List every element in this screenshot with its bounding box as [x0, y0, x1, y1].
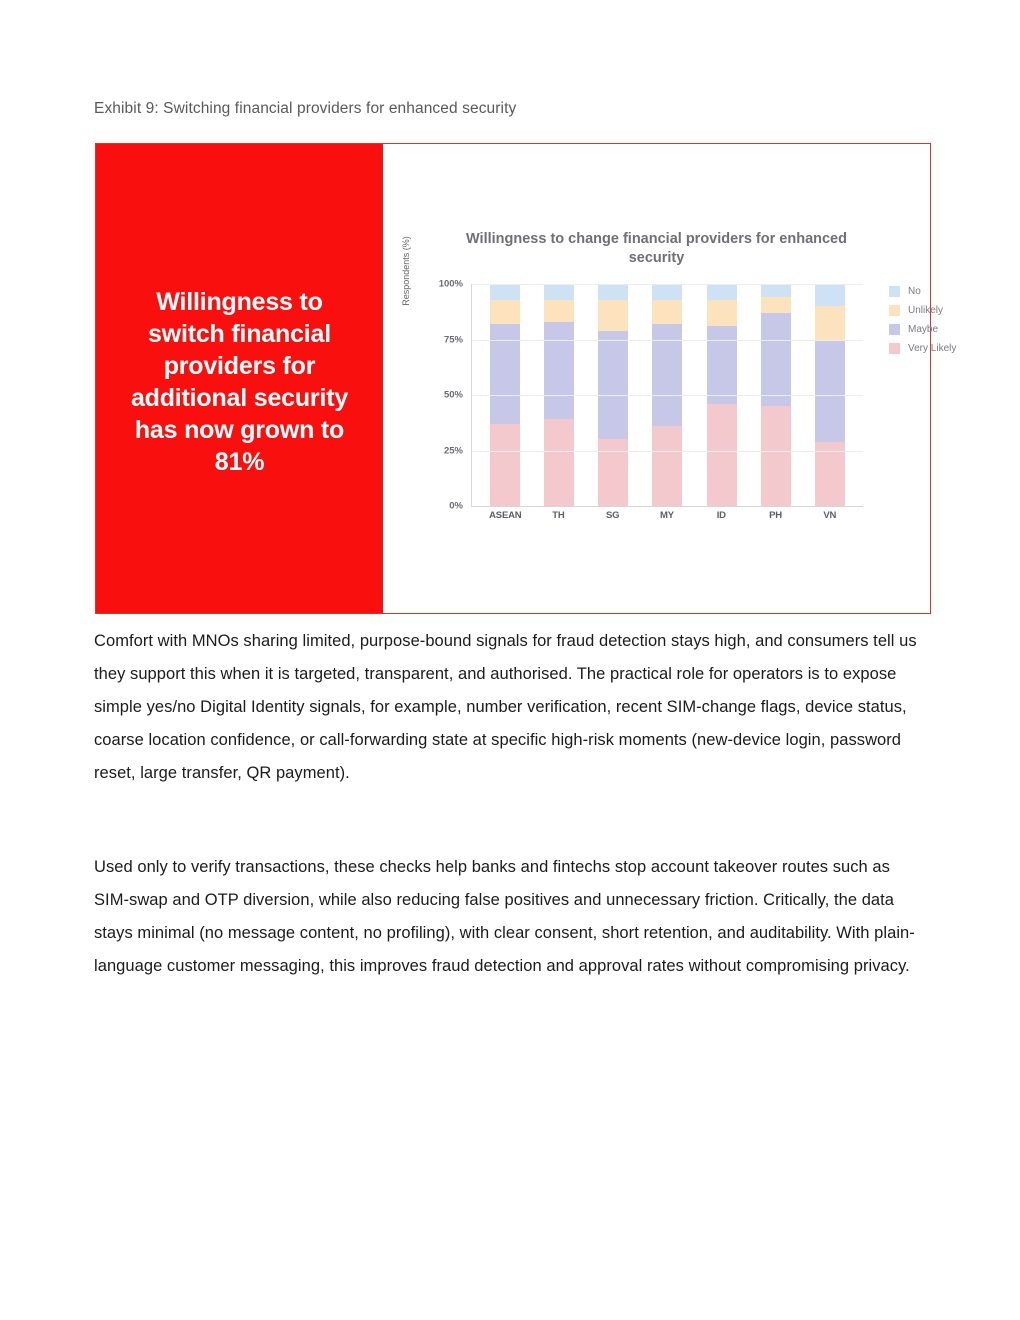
bar-segment [490, 424, 520, 506]
x-tick-label: ASEAN [489, 510, 522, 521]
exhibit-caption: Exhibit 9: Switching financial providers for enhanced security [94, 100, 517, 117]
legend-swatch-icon [889, 343, 900, 354]
body-paragraph-2: Used only to verify transactions, these checks help banks and fintechs stop account takeover routes such as SIM-swap and OTP diversion, while also reducing false positives and unnecessary friction. Critically, the data stays minimal (no message content, no profiling), with clear consent, short retention, and auditability. With plain-language customer messaging, this improves fraud detection and approval rates without compromising privacy. [94, 858, 915, 975]
bar-segment [598, 300, 628, 331]
bar-segment [652, 426, 682, 506]
bar-segment [761, 297, 791, 313]
exhibit-figure [95, 143, 957, 614]
bar-segment [652, 284, 682, 300]
body-paragraph-1: Comfort with MNOs sharing limited, purpose-bound signals for fraud detection stays high, and consumers tell us they support this when it is targeted, transparent, and authorised. The practical role for operators is to expose simple yes/no Digital Identity signals, for example, number verification, recent SIM-change flags, device status, coarse location confidence, or call-forwarding state at specific high-risk moments (new-device login, password reset, large transfer, QR payment). [94, 632, 917, 782]
x-axis-labels [471, 510, 863, 521]
bar-segment [544, 419, 574, 506]
chart-title: Willingness to change financial providers for enhanced security [466, 231, 847, 267]
bar-segment [598, 439, 628, 506]
bar-segment [761, 406, 791, 506]
bar-segment [815, 284, 845, 306]
callout-panel [96, 144, 383, 613]
legend-item [889, 305, 999, 316]
bar-segment [707, 326, 737, 404]
bar-segment [815, 340, 845, 442]
legend-label: No [908, 286, 921, 297]
bar-segment [544, 284, 574, 300]
y-tick-label: 50% [443, 389, 463, 401]
legend-item [889, 343, 999, 354]
bar-segment [652, 300, 682, 324]
gridline [472, 340, 863, 341]
legend-swatch-icon [889, 286, 900, 297]
legend-label: Maybe [908, 324, 939, 335]
bar-segment [761, 284, 791, 297]
gridline [472, 451, 863, 452]
x-tick-label: PH [769, 510, 782, 521]
legend-item [889, 286, 999, 297]
x-tick-label: MY [660, 510, 674, 521]
bar-segment [544, 300, 574, 322]
y-tick-label: 75% [443, 334, 463, 345]
legend-label: Very Likely [908, 343, 957, 354]
bar-segment [598, 331, 628, 440]
legend-label: Unlikely [908, 305, 944, 316]
bar-segment [707, 300, 737, 327]
bar-segment [761, 313, 791, 406]
y-tick-label: 0% [449, 500, 463, 512]
chart-panel [383, 144, 957, 613]
x-tick-label: SG [606, 510, 620, 521]
bar-segment [707, 284, 737, 300]
bar-segment [490, 284, 520, 300]
chart-legend [889, 286, 999, 362]
y-axis-ticks [423, 278, 469, 512]
bar-segment [544, 322, 574, 420]
bar-segment [815, 306, 845, 339]
y-axis-label: Respondents (%) [401, 236, 411, 306]
legend-swatch-icon [889, 324, 900, 335]
bar-segment [598, 284, 628, 300]
bar-segment [490, 300, 520, 324]
callout-text: Willingness to switch financial providers for additional security has now grown to 81% [130, 287, 349, 476]
legend-swatch-icon [889, 305, 900, 316]
gridline [472, 395, 863, 396]
plot-canvas [471, 284, 863, 507]
y-tick-label: 100% [438, 278, 463, 290]
x-tick-label: ID [716, 510, 726, 521]
legend-item [889, 324, 999, 335]
x-tick-label: TH [552, 510, 565, 521]
y-tick-label: 25% [443, 445, 463, 456]
x-tick-label: VN [823, 510, 837, 521]
bar-segment [707, 404, 737, 506]
gridline [472, 284, 863, 285]
